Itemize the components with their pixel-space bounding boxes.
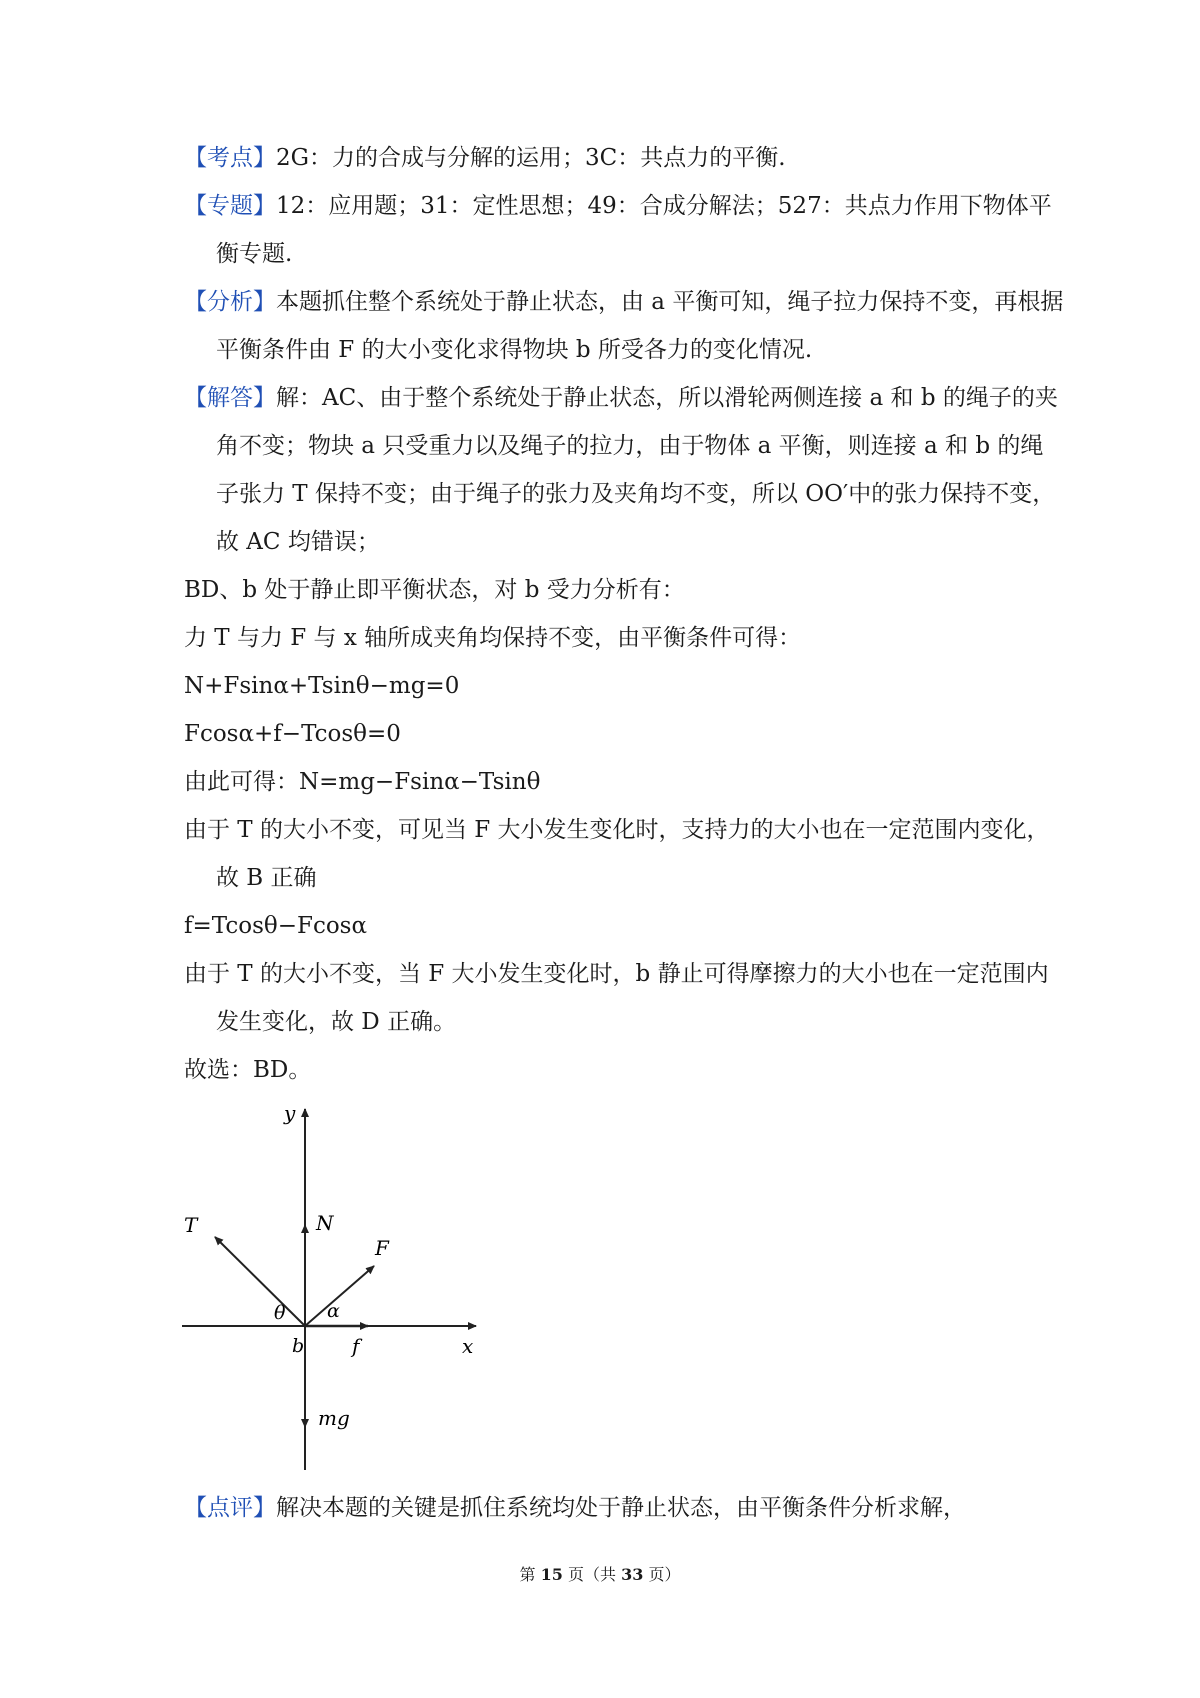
section-jieda bbox=[184, 374, 1066, 566]
equation-4: f=Tcosθ−Fcosα bbox=[184, 913, 368, 939]
page-total: 33 bbox=[621, 1565, 644, 1584]
T-arrow bbox=[215, 1237, 305, 1326]
line-explain-2: 由于 T 的大小不变，当 F 大小发生变化时，b 静止可得摩擦力的大小也在一定范围内发生变化，故 D 正确。 bbox=[184, 961, 1049, 1035]
label-mg: mg bbox=[318, 1406, 350, 1430]
answer-line: 故选：BD。 bbox=[184, 1057, 312, 1083]
label-b: b bbox=[292, 1335, 305, 1357]
zhuanti-text: 12：应用题；31：定性思想；49：合成分解法；527：共点力作用下物体平衡专题. bbox=[216, 193, 1052, 267]
footer-post: 页） bbox=[643, 1565, 681, 1584]
equation-3: 由此可得：N=mg−Fsinα−Tsinθ bbox=[184, 769, 541, 795]
label-x: x bbox=[462, 1334, 474, 1358]
jieda-text: 解：AC、由于整个系统处于静止状态，所以滑轮两侧连接 a 和 b 的绳子的夹角不变；物块 a 只受重力以及绳子的拉力，由于物体 a 平衡，则连接 a 和 b 的绳子张力 T 保持不变；由于绳子的张力及夹角均不变，所以 OO′中的张力保持不变，故 AC 均错误； bbox=[216, 385, 1058, 555]
tag-zhuanti: 【专题】 bbox=[184, 193, 276, 219]
section-dianping bbox=[184, 1484, 1066, 1532]
label-T: T bbox=[184, 1213, 198, 1237]
page-footer bbox=[0, 1562, 1200, 1585]
label-y: y bbox=[284, 1101, 296, 1125]
section-kaodian bbox=[184, 134, 1066, 182]
label-f: f bbox=[352, 1334, 360, 1358]
label-theta: θ bbox=[274, 1302, 286, 1324]
label-F: F bbox=[375, 1236, 389, 1260]
section-zhuanti bbox=[184, 182, 1066, 278]
label-N: N bbox=[316, 1211, 334, 1235]
page-number: 15 bbox=[540, 1565, 563, 1584]
line-angles: 力 T 与力 F 与 x 轴所成夹角均保持不变，由平衡条件可得： bbox=[184, 625, 802, 651]
kaodian-text: 2G：力的合成与分解的运用；3C：共点力的平衡. bbox=[276, 145, 786, 171]
force-diagram bbox=[170, 1095, 490, 1475]
tag-kaodian: 【考点】 bbox=[184, 145, 276, 171]
line-bd: BD、b 处于静止即平衡状态，对 b 受力分析有： bbox=[184, 577, 685, 603]
dianping-text: 解决本题的关键是抓住系统均处于静止状态，由平衡条件分析求解， bbox=[276, 1495, 966, 1521]
tag-fenxi: 【分析】 bbox=[184, 289, 276, 315]
tag-jieda: 【解答】 bbox=[184, 385, 276, 411]
tag-dianping: 【点评】 bbox=[184, 1495, 276, 1521]
fenxi-text: 本题抓住整个系统处于静止状态，由 a 平衡可知，绳子拉力保持不变，再根据平衡条件由 F 的大小变化求得物块 b 所受各力的变化情况. bbox=[216, 289, 1064, 363]
equation-2: Fcosα+f−Tcosθ=0 bbox=[184, 721, 401, 747]
footer-pre: 第 bbox=[519, 1565, 541, 1584]
equation-1: N+Fsinα+Tsinθ−mg=0 bbox=[184, 673, 460, 699]
footer-mid: 页（共 bbox=[562, 1565, 622, 1584]
label-alpha: α bbox=[327, 1300, 340, 1322]
line-explain-1: 由于 T 的大小不变，可见当 F 大小发生变化时，支持力的大小也在一定范围内变化，故 B 正确 bbox=[184, 817, 1050, 891]
section-fenxi bbox=[184, 278, 1066, 374]
